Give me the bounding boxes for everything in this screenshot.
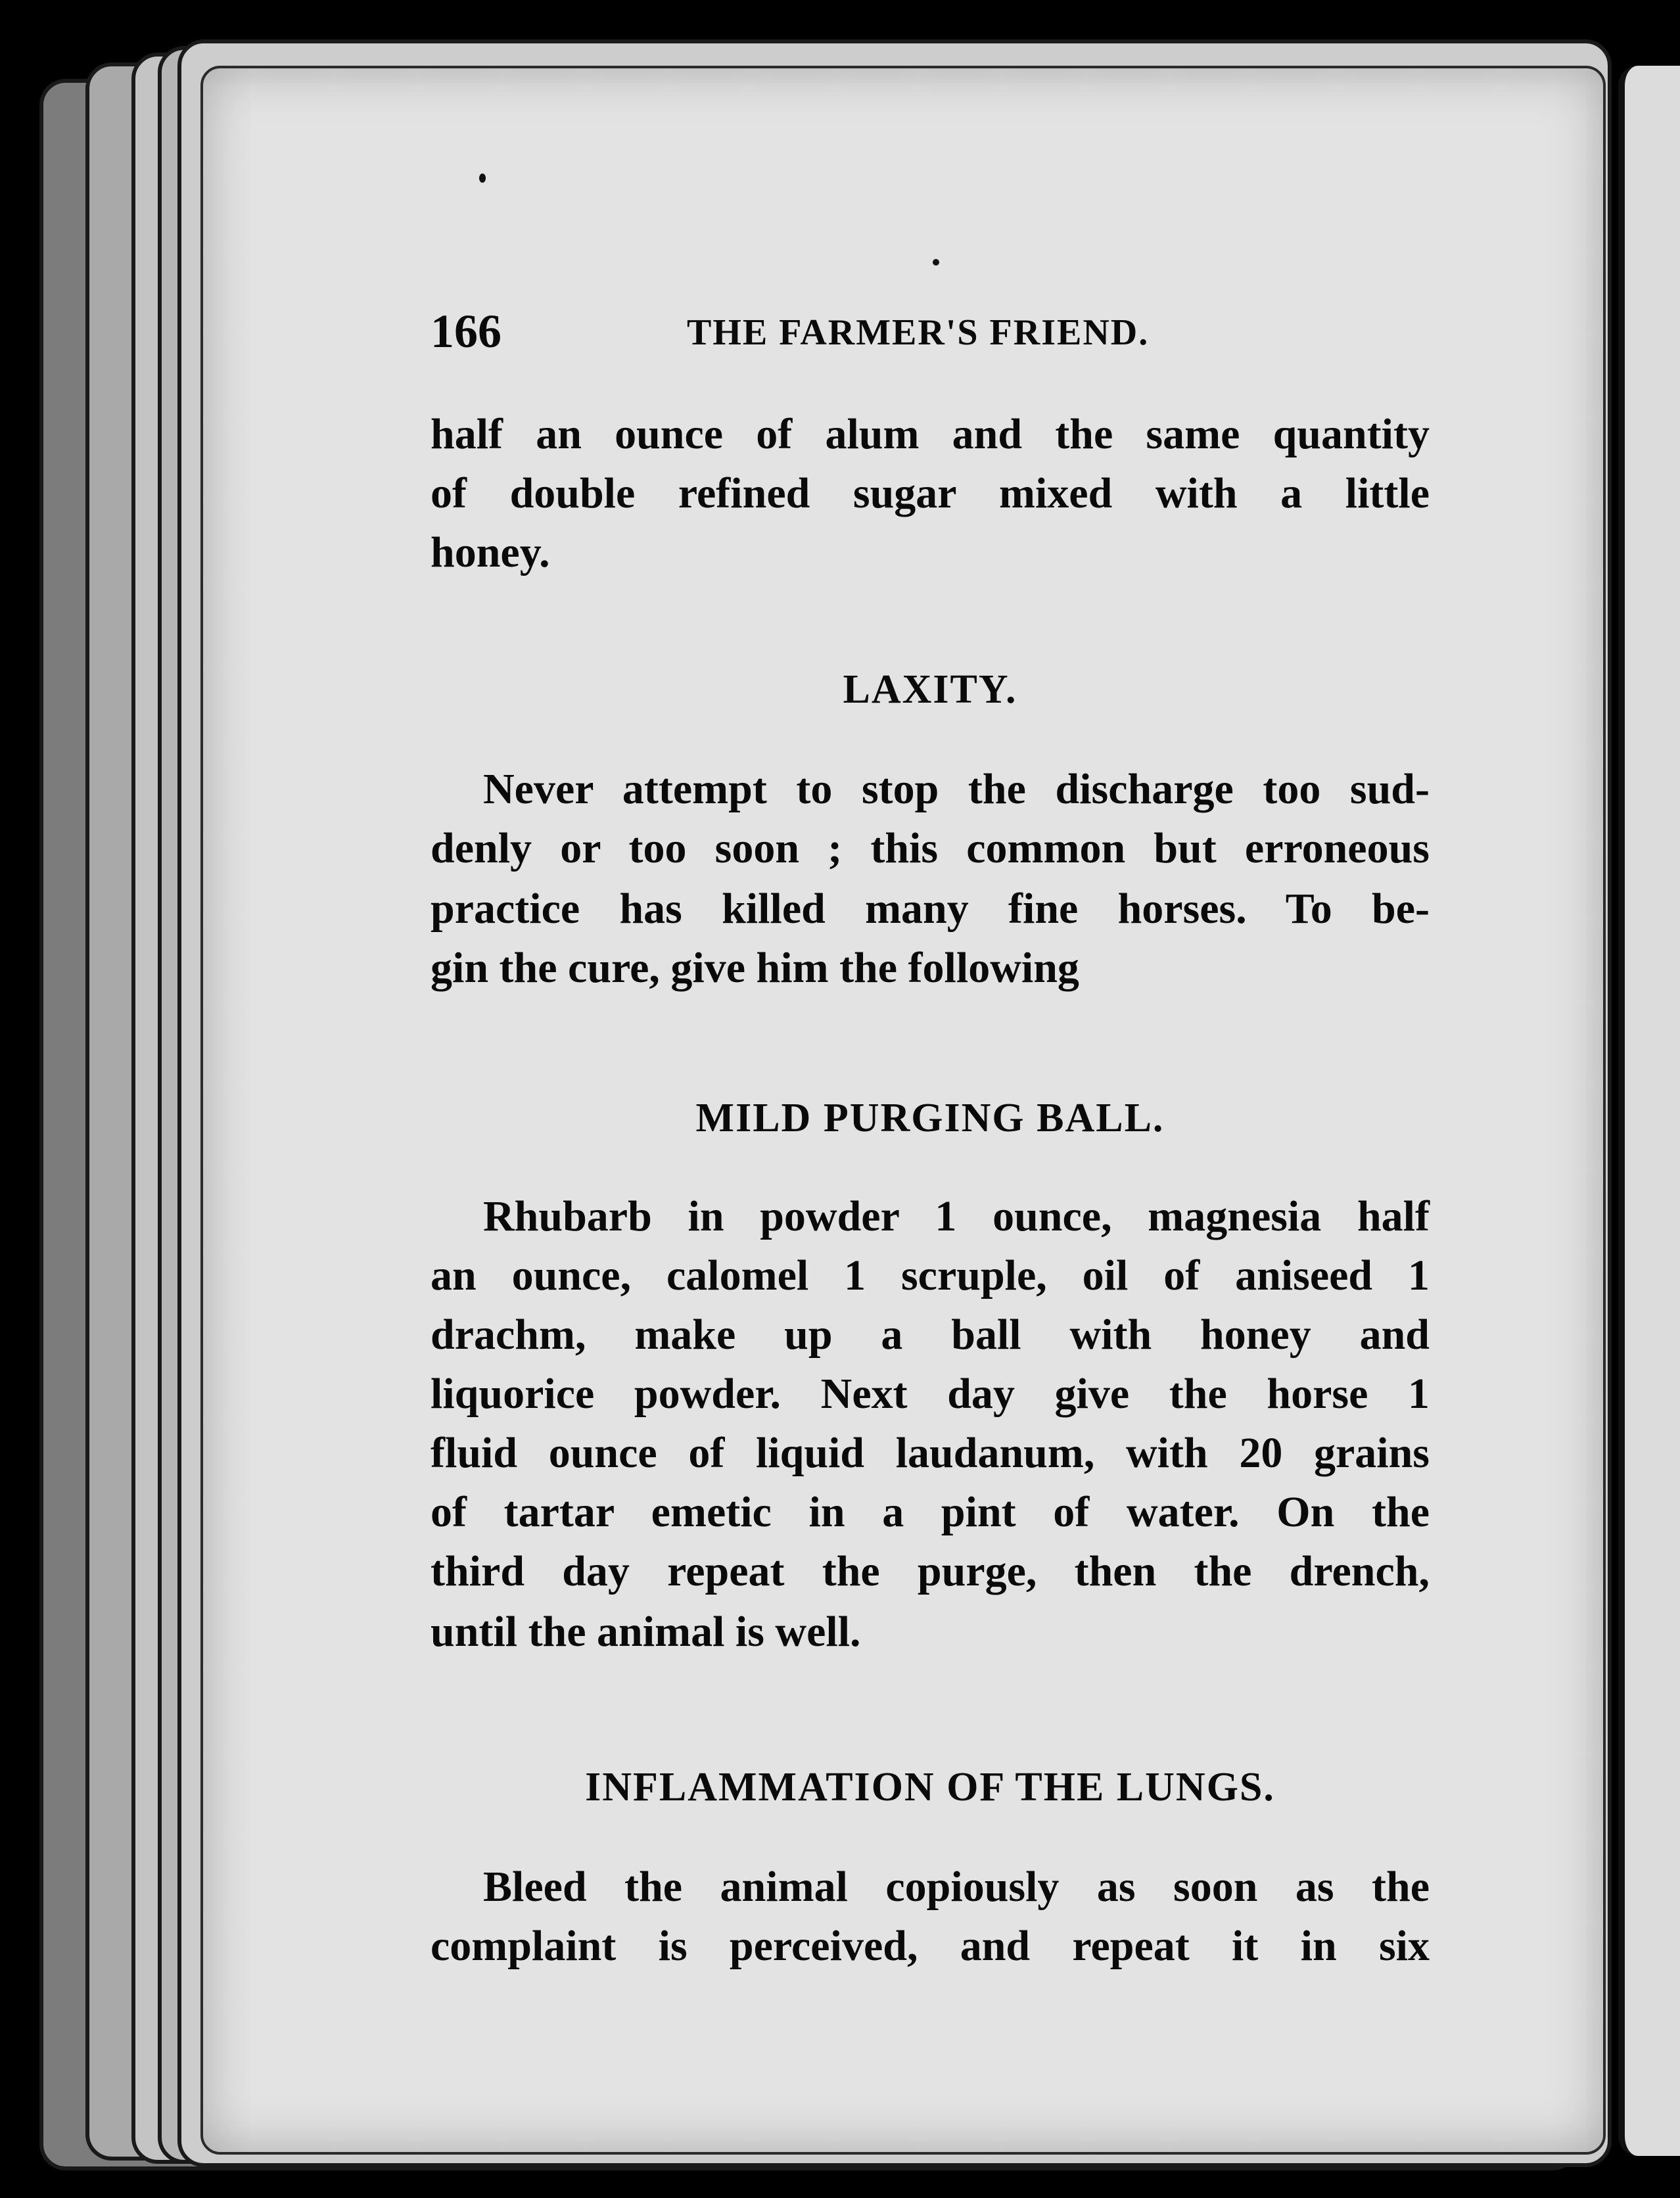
continuation-line: half an ounce of alum and the same quantity xyxy=(431,410,1430,458)
section-heading-purging-ball: MILD PURGING BALL. xyxy=(695,1096,1165,1140)
continuation-line: of double refined sugar mixed with a little xyxy=(431,469,1430,517)
facing-page-edge xyxy=(1618,66,1680,2156)
ink-speck xyxy=(933,259,939,266)
purging-ball-line: drachm, make up a ball with honey and xyxy=(431,1311,1430,1359)
purging-ball-line: an ounce, calomel 1 scruple, oil of aniseed 1 xyxy=(431,1251,1430,1299)
purging-ball-line: Rhubarb in powder 1 ounce, magnesia half xyxy=(483,1192,1430,1240)
purging-ball-line: liquorice powder. Next day give the horse 1 xyxy=(431,1370,1430,1418)
section-heading-laxity: LAXITY. xyxy=(843,667,1017,712)
section-heading-inflammation-lungs: INFLAMMATION OF THE LUNGS. xyxy=(585,1765,1275,1810)
purging-ball-line: fluid ounce of liquid laudanum, with 20 grains xyxy=(431,1429,1430,1477)
ink-speck xyxy=(479,174,486,183)
laxity-line: gin the cure, give him the following xyxy=(431,944,1079,992)
running-title: THE FARMER'S FRIEND. xyxy=(687,312,1150,353)
page-number: 166 xyxy=(431,305,502,358)
purging-ball-line: until the animal is well. xyxy=(431,1608,861,1656)
continuation-line: honey. xyxy=(431,528,550,576)
laxity-line: denly or too soon ; this common but erroneous xyxy=(431,824,1430,872)
purging-ball-line: of tartar emetic in a pint of water. On the xyxy=(431,1488,1430,1536)
lungs-line: Bleed the animal copiously as soon as the xyxy=(483,1863,1430,1911)
laxity-line: practice has killed many fine horses. To be- xyxy=(431,885,1430,933)
laxity-line: Never attempt to stop the discharge too sud- xyxy=(483,765,1430,813)
purging-ball-line: third day repeat the purge, then the drench, xyxy=(431,1547,1430,1595)
lungs-line: complaint is perceived, and repeat it in six xyxy=(431,1922,1430,1970)
